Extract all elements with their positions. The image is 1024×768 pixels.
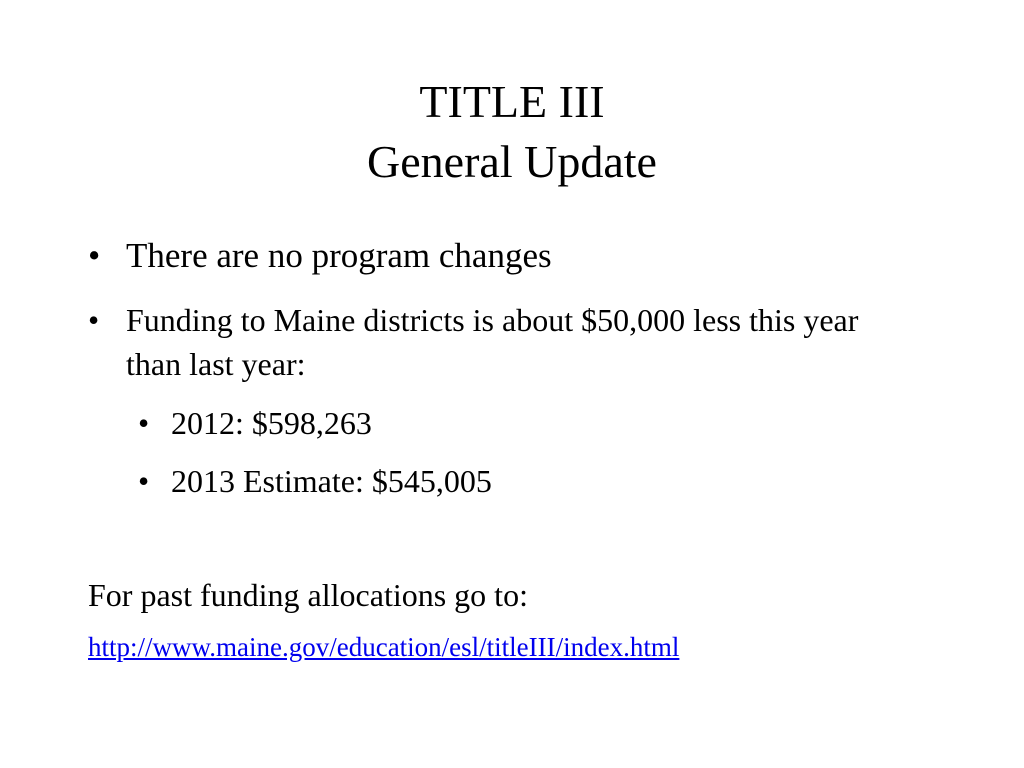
sub-bullet-marker: • [138,463,150,499]
sub-bullet-text: 2012: $598,263 [171,405,372,441]
title-line-1: TITLE III [419,76,605,127]
allocations-link[interactable]: http://www.maine.gov/education/esl/titleIII/index.html [88,632,680,662]
bullet-text: There are no program changes [126,236,552,275]
sub-bullet-text: 2013 Estimate: $545,005 [171,463,492,499]
bullet-marker: • [88,236,101,275]
title-line-2: General Update [367,136,657,187]
past-allocations-text: For past funding allocations go to: [88,577,528,613]
bullet-text: Funding to Maine districts is about $50,000 less this year than last year: [126,302,859,382]
bullet-marker: • [88,302,100,338]
slide-title [0,72,1024,192]
sub-bullet-marker: • [138,405,150,441]
